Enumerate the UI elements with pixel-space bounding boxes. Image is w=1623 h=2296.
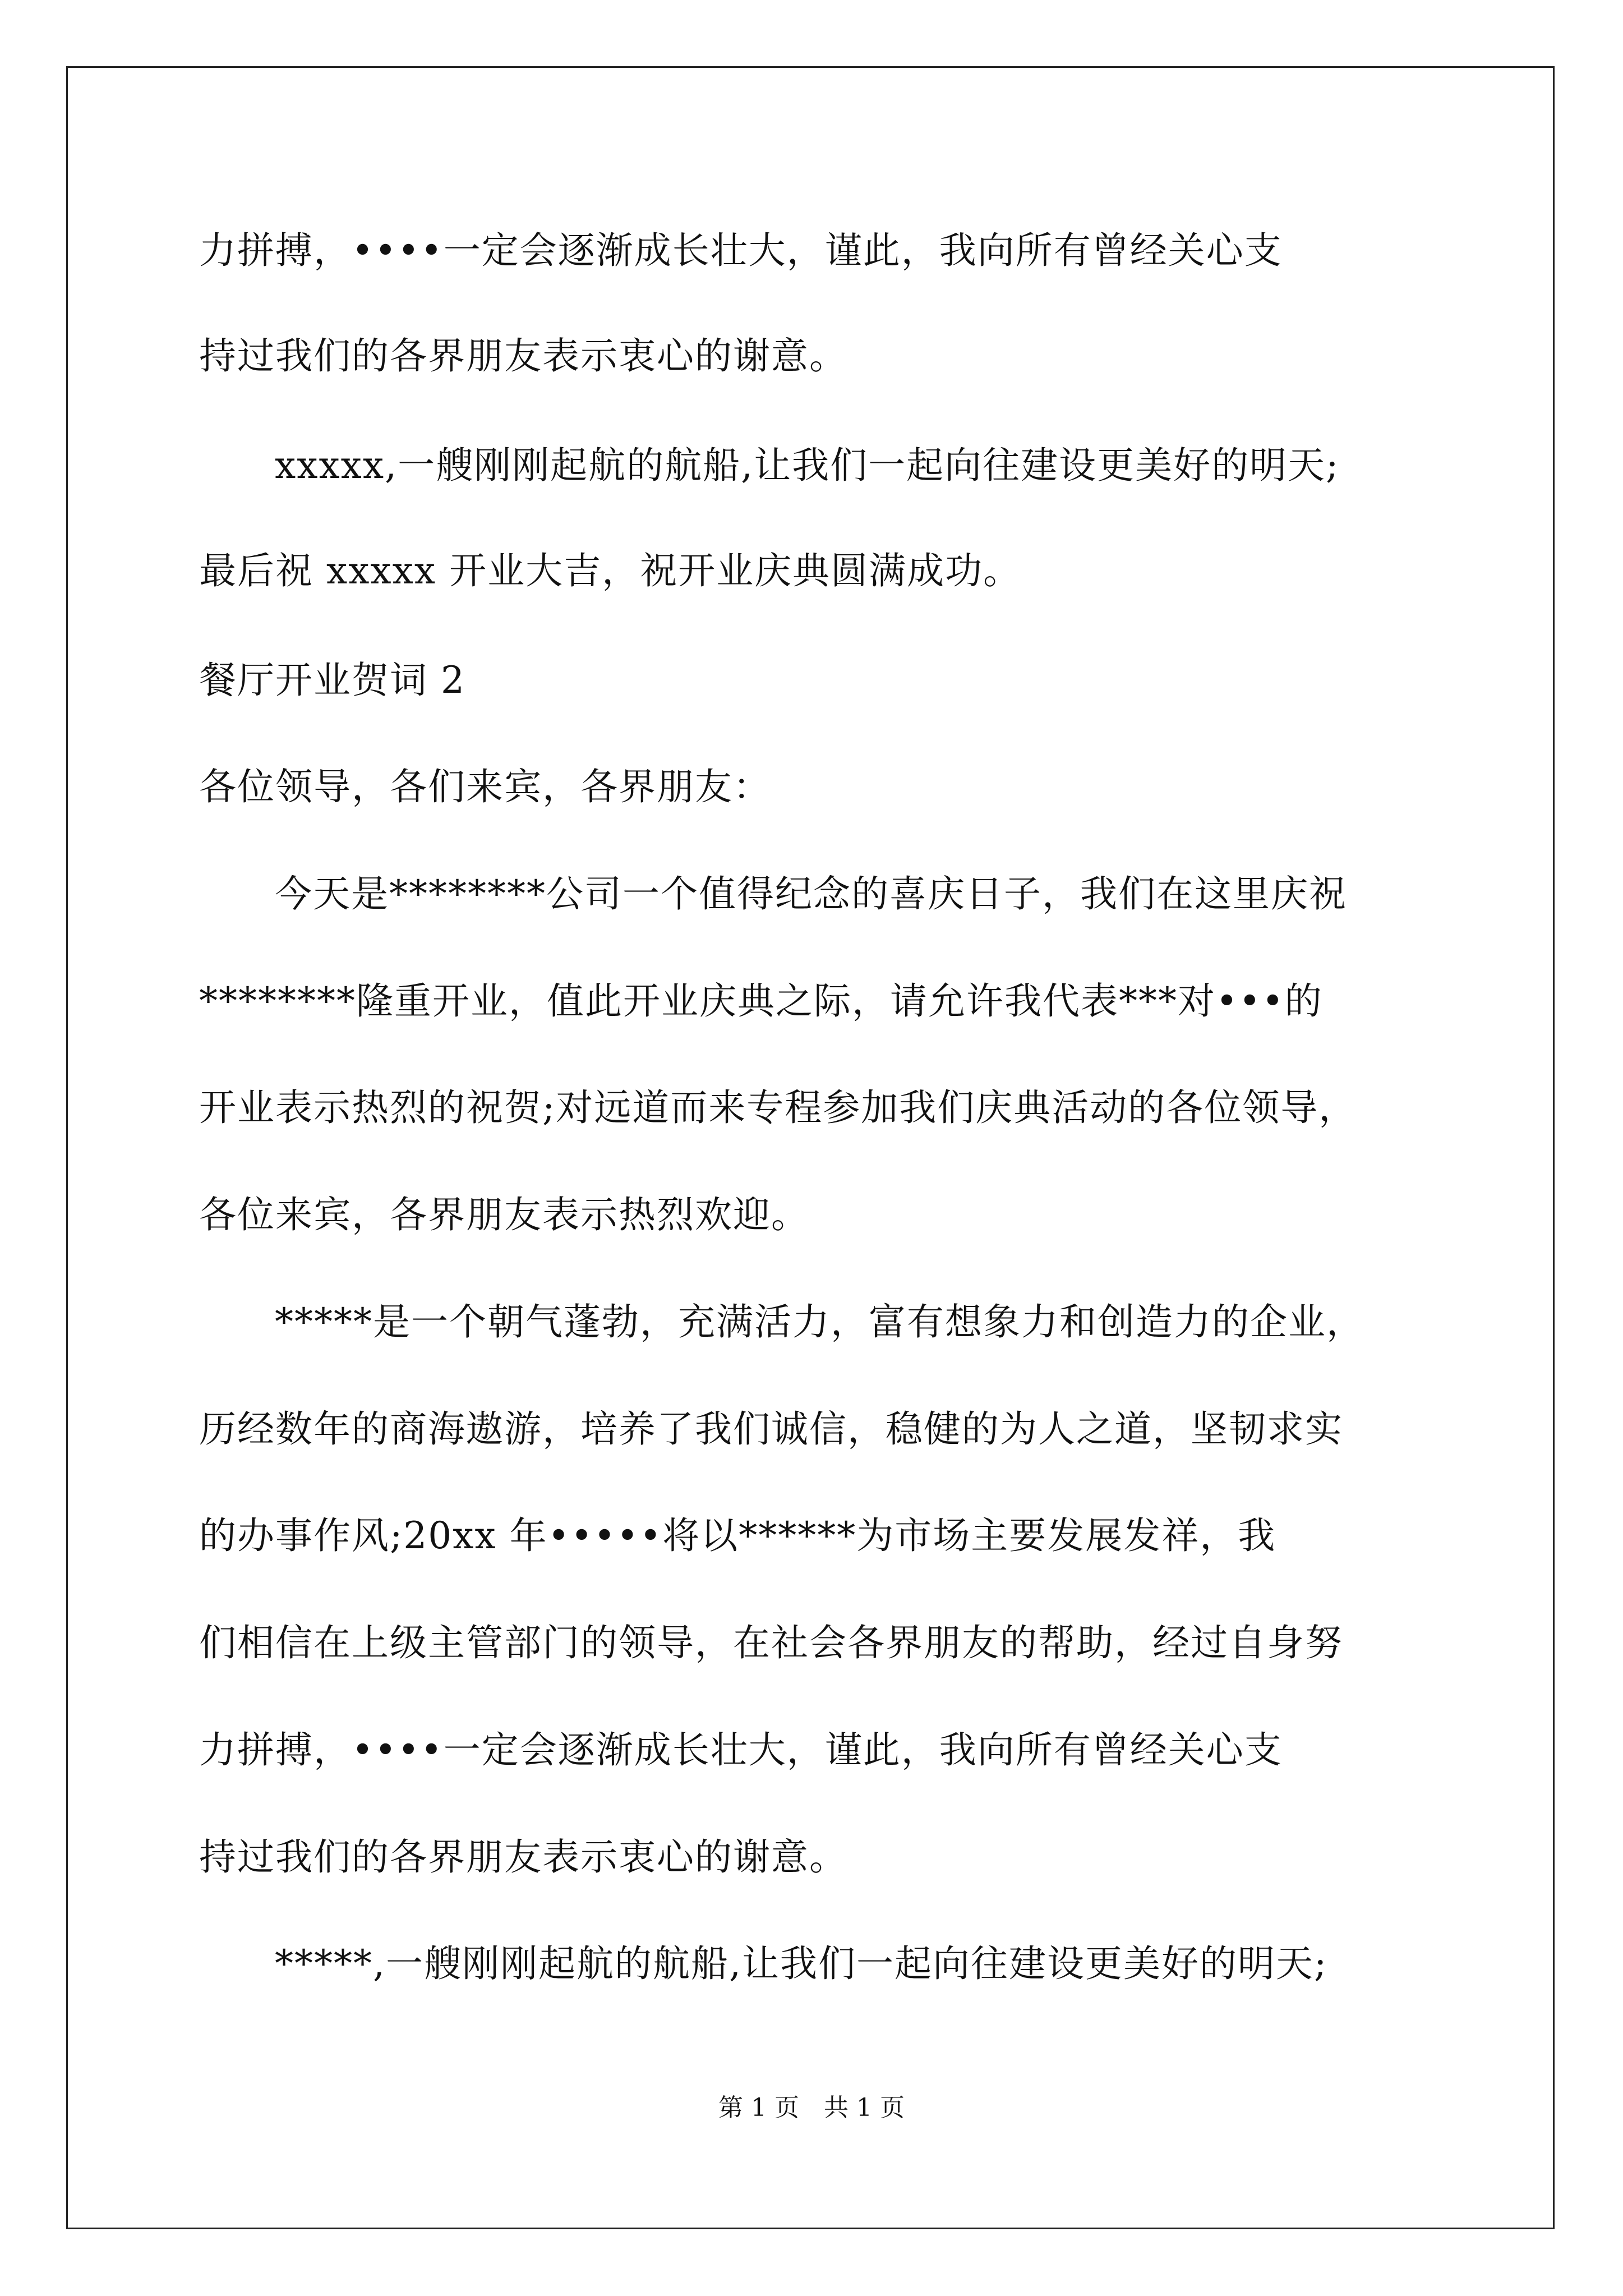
text-line: *****,一艘刚刚起航的航船,让我们一起向往建设更美好的明天; xyxy=(275,1942,1328,1985)
text-line: *****是一个朝气蓬勃，充满活力，富有想象力和创造力的企业， xyxy=(275,1300,1364,1343)
text-line: 力拼搏，••••一定会逐渐成长壮大，谨此，我向所有曾经关心支 xyxy=(199,1728,1283,1772)
text-line: 今天是********公司一个值得纪念的喜庆日子，我们在这里庆祝 xyxy=(275,872,1347,915)
text-line: xxxxx,一艘刚刚起航的航船,让我们一起向往建设更美好的明天; xyxy=(275,444,1340,487)
text-line: 力拼搏，••••一定会逐渐成长壮大，谨此，我向所有曾经关心支 xyxy=(199,229,1283,272)
text-line: 持过我们的各界朋友表示衷心的谢意。 xyxy=(199,1835,847,1879)
page-number-footer: 第 1 页 共 1 页 xyxy=(718,2093,905,2122)
text-line: 们相信在上级主管部门的领导，在社会各界朋友的帮助，经过自身努 xyxy=(199,1621,1343,1664)
text-line: ********隆重开业，值此开业庆典之际，请允许我代表***对•••的 xyxy=(199,979,1323,1023)
text-line: 最后祝 xxxxx 开业大吉，祝开业庆典圆满成功。 xyxy=(199,549,1022,592)
text-line: 开业表示热烈的祝贺;对远道而来专程参加我们庆典活动的各位领导， xyxy=(199,1086,1357,1129)
text-line: 持过我们的各界朋友表示衷心的谢意。 xyxy=(199,334,847,378)
section-heading: 餐厅开业贺词 2 xyxy=(199,659,465,702)
salutation: 各位领导，各们来宾，各界朋友： xyxy=(199,765,771,808)
page-border xyxy=(66,66,1555,2229)
text-line: 的办事作风;20xx 年•••••将以******为市场主要发展发祥，我 xyxy=(199,1514,1276,1557)
text-line: 历经数年的商海遨游，培养了我们诚信，稳健的为人之道，坚韧求实 xyxy=(199,1407,1343,1451)
text-line: 各位来宾，各界朋友表示热烈欢迎。 xyxy=(199,1193,809,1236)
